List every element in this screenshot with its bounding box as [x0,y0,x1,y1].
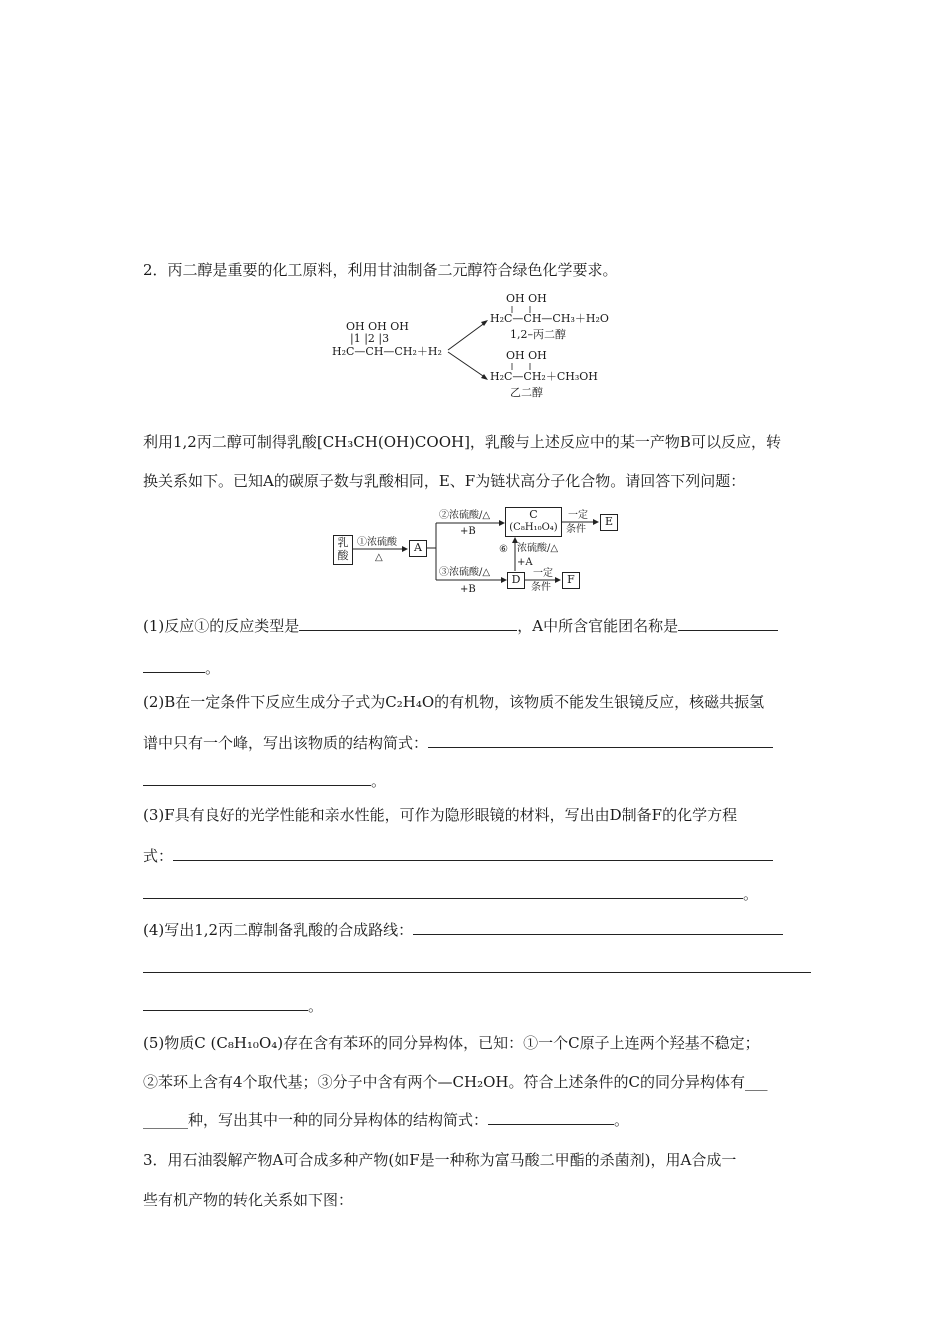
compound-c-label: C [529,508,538,521]
sub1-question-b: ，A中所含官能团名称是 [517,617,679,635]
answer-blank-synthesis-route-cont[interactable] [143,958,811,973]
product1-formula: H₂C—CH—CH₃＋H₂O [490,312,609,325]
compound-a-box: A [409,540,427,557]
step1-label: ①浓硫酸 [357,537,397,548]
sub2-line1: (2)B在一定条件下反应生成分子式为C₂H₄O的有机物，该物质不能发生银镜反应，核磁共振氢 [143,693,765,711]
d-to-f-condition-bottom: 条件 [531,582,551,593]
step2-label: ②浓硫酸/△ [439,510,491,521]
product2-formula: H₂C—CH₂＋CH₃OH [490,370,598,383]
answer-blank-functional-group-cont[interactable] [143,658,205,673]
answer-blank-synthesis-route[interactable] [413,920,783,935]
product2-oh-groups: OH OH [506,349,547,362]
product1-oh-groups: OH OH [506,292,547,305]
d-to-f-condition-top: 一定 [533,568,553,579]
sub2-question: 谱中只有一个峰，写出该物质的结构简式： [143,734,429,752]
step2-reagent: +B [460,526,476,537]
product2-name: 乙二醇 [510,386,543,399]
reactant-carbon-numbers: |1 |2 |3 [350,332,390,345]
sub5-line1: (5)物质C (C₈H₁₀O₄)存在含有苯环的同分异构体，已知：①一个C原子上连两个羟基不稳定； [143,1034,760,1052]
sub4-end: 。 [308,997,324,1015]
sub3-line1: (3)F具有良好的光学性能和亲水性能，可作为隐形眼镜的材料，写出由D制备F的化学方程 [143,806,738,824]
sub4-question: (4)写出1,2丙二醇制备乳酸的合成路线： [143,921,414,939]
product1-name: 1,2–丙二醇 [510,328,566,341]
compound-c-formula: (C₈H₁₀O₄) [509,522,558,533]
answer-blank-isomer[interactable] [488,1110,614,1125]
answer-blank-functional-group[interactable] [678,616,778,631]
step6-label: 浓硫酸/△ [517,543,559,554]
answer-blank-equation-cont[interactable] [143,884,743,899]
sub4-line1 [143,920,783,940]
sub3-end: 。 [743,885,759,903]
answer-blank-equation[interactable] [173,846,773,861]
sub3-line2 [143,846,773,866]
sub1-question-a: (1)反应①的反应类型是 [143,617,300,635]
answer-blank-structure[interactable] [428,733,773,748]
q2-intro: 2．丙二醇是重要的化工原料，利用甘油制备二元醇符合绿色化学要求。 [143,261,618,279]
answer-blank-synthesis-route-end[interactable] [143,996,308,1011]
sub3-line3 [143,884,758,904]
step1-condition: △ [375,552,383,563]
step3-label: ③浓硫酸/△ [439,567,491,578]
sub5-question: ______种，写出其中一种的同分异构体的结构简式： [143,1111,489,1129]
lactic-acid-box: 乳 酸 [333,535,353,565]
compound-f-box: F [562,572,580,589]
sub5-end: 。 [614,1111,630,1129]
sub2-end: 。 [371,772,387,790]
q2-para-line1: 利用1,2丙二醇可制得乳酸[CH₃CH(OH)COOH]，乳酸与上述反应中的某一产物B可以反应，转 [143,433,781,451]
reactant-oh-groups: OH OH OH [346,320,409,333]
q2-para-line2: 换关系如下。已知A的碳原子数与乳酸相同，E、F为链状高分子化合物。请回答下列问题： [143,472,746,490]
sub4-line3 [143,996,323,1016]
compound-d-box: D [507,572,525,589]
sub2-line2 [143,733,773,753]
q3-line2: 些有机产物的转化关系如下图： [143,1191,354,1209]
sub4-line2 [143,958,811,978]
sub2-line3 [143,771,386,791]
sub1-line1 [143,616,778,636]
c-to-e-condition-bottom: 条件 [566,524,586,535]
step6-reagent: +A [517,557,533,568]
c-to-e-condition-top: 一定 [568,510,588,521]
sub1-line2 [143,658,220,678]
answer-blank-reaction-type[interactable] [299,616,517,631]
q3-line1: 3．用石油裂解产物A可合成多种产物(如F是一种称为富马酸二甲酯的杀菌剂)，用A合成一 [143,1151,737,1169]
step3-reagent: +B [460,584,476,595]
sub3-question: 式： [143,847,174,865]
step6-number: ⑥ [499,544,508,555]
answer-blank-structure-cont[interactable] [143,771,371,786]
sub1-end: 。 [205,659,221,677]
sub5-line3 [143,1110,629,1130]
reactant-formula: H₂C—CH—CH₂＋H₂ [332,345,442,358]
sub5-line2: ②苯环上含有4个取代基；③分子中含有两个—CH₂OH。符合上述条件的C的同分异构体有___ [143,1073,768,1091]
compound-e-box: E [600,514,618,531]
